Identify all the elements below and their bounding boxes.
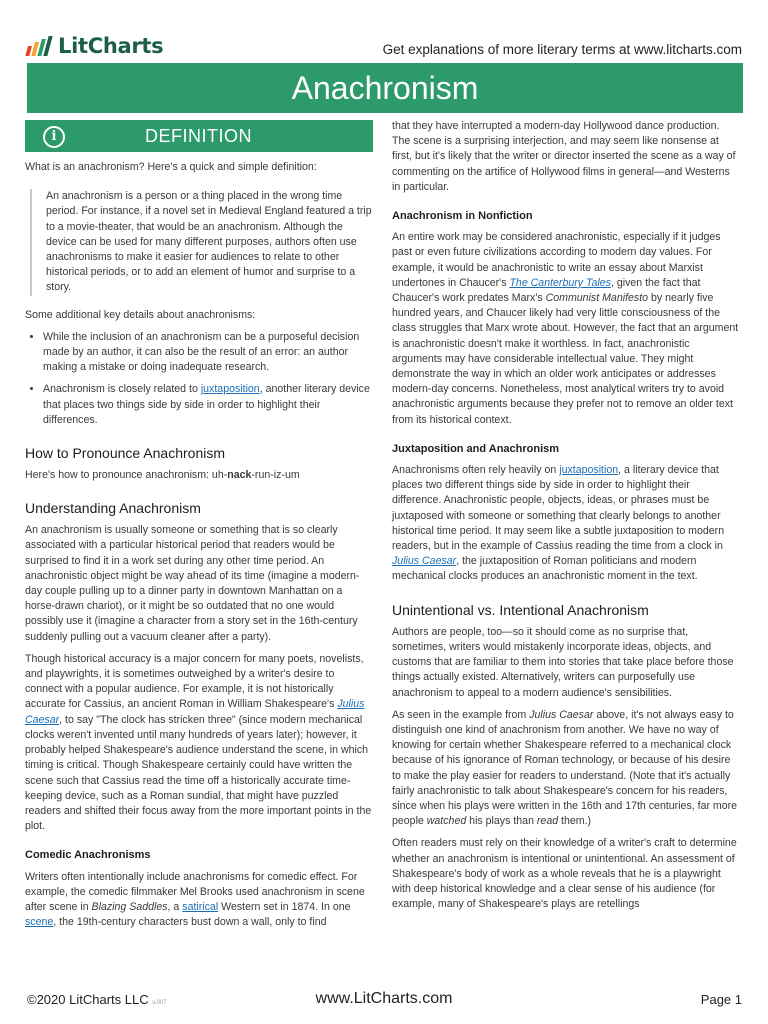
info-icon: i <box>43 126 65 148</box>
text: above, it's not always easy to distinguish one kind of anachronism from another. We have no way of knowing for certain whether Shakespeare referred to a mechanical clock because of his ignorance of Roman technology, or because of his desire to make the play easier for readers to understand. (Note that it's actually fairly anachronistic to talk about Shakespeare's concern for his readers, since when his plays were written in the 16th and 17th centuries, far more people <box>392 708 738 828</box>
julius-caesar-link[interactable]: Julius Caesar <box>392 555 457 568</box>
unintentional-paragraph: Often readers must rely on their knowledge of a writer's craft to determine whether an anachronism is intentional or unintentional. An assessment of Shakespeare's body of work as a whole reveals that he is a playwright with deep historical knowledge and a clear sense of his audience (for example, many of Shakespeare's plays are retellings <box>392 837 737 911</box>
text: his plays than <box>466 815 537 828</box>
page-header <box>0 0 768 60</box>
unintentional-paragraph: Authors are people, too—so it should come as no surprise that, sometimes, writers would mistakenly incorporate ideas, objects, and customs that are familiar to them into stories that take place before those things actually existed. Alternatively, writers can purposefully use anachronism to appeal to a modern audience's sensibilities. <box>392 625 734 699</box>
logo-text: LitCharts <box>58 34 164 58</box>
definition-quote: An anachronism is a person or a thing placed in the wrong time period. For instance, if a novel set in Medieval England featured a trip to a movie-theater, that would be an anachronism. Although the device can be used for many different purposes, authors often use anachronisms to make it easier for audiences to relate to other historical periods, or to add an element of humor and surprise to a story. <box>30 189 373 295</box>
definition-title: DEFINITION <box>145 126 252 146</box>
stressed-syllable: nack <box>227 469 252 482</box>
canterbury-tales-link[interactable]: The Canterbury Tales <box>509 276 611 289</box>
continued-paragraph: that they have interrupted a modern-day Hollywood dance production. The scene is a surprising interjection, and may seem like nonsense at first, but it's likely that the writer or director inserted the scene as a way of commenting on the artifice of Hollywood films in general—and Westerns in particular. <box>392 120 736 193</box>
text: An entire work may be considered anachronistic, especially if it judges past or even future civilizations according to modern day values. For example, it would be anachronistic to write an essay about Marxist undertones in Chaucer's <box>392 231 721 289</box>
text: , another literary device that places two things side by side in order to highlight their differences. <box>43 383 370 426</box>
version-text: v.007 <box>152 1000 167 1006</box>
comedic-heading: Comedic Anachronisms <box>25 849 151 862</box>
text: , a <box>167 900 183 913</box>
list-item: • While the inclusion of an anachronism can be a purposeful decision made by an author, it can also be the result of an error: an author making a mistake or doing inadequate research. <box>43 330 373 376</box>
text: Writers often intentionally include anachronisms for comedic effect. For example, the comedic filmmaker Mel Brooks used anachronism in scene after scene in <box>25 870 365 913</box>
definition-bar <box>25 120 373 152</box>
comedic-paragraph <box>25 870 373 931</box>
copyright-text: ©2020 LitCharts LLC <box>27 992 149 1007</box>
text: , a literary device that places two different things side by side in order to highlight their difference. Anachronistic people, objects, ideas, or phrases must be juxtaposed with someone or something that clearly belongs to another historical time period. It may seem like a subtle juxtaposition to modern readers, but in the example of Cassius reading the time from a clock in <box>392 464 725 553</box>
text: watched <box>426 815 467 828</box>
text: Julius Caesar <box>529 708 594 721</box>
juxtaposition-paragraph <box>392 463 740 585</box>
juxtaposition-link[interactable]: juxtaposition <box>200 383 260 396</box>
text: read <box>536 815 559 828</box>
text: Anachronisms often rely heavily on <box>392 464 560 477</box>
scene-link[interactable]: scene <box>25 916 54 929</box>
right-column <box>392 119 740 919</box>
text: , the juxtaposition of Roman politicians and modern mechanical clocks produces an anachronistic moment in the text. <box>392 555 698 583</box>
site-link[interactable]: www.LitCharts.com <box>315 990 453 1007</box>
juxtaposition-link[interactable]: juxtaposition <box>559 464 619 477</box>
text: , to say "The clock has stricken three" (since modern mechanical clocks weren't invented until many hundreds of years later); however, it probably helped Shakespeare's audience understand the scene, in which timing is critical. Though Shakespeare certainly could have written the scene such that Cassius read the time off a historically accurate time-keeping device, such as a Roman sundial, that might have puzzled readers and shifted their focus away from the more important points in the plot. <box>25 713 372 833</box>
text: As seen in the example from <box>392 708 530 721</box>
litcharts-logo[interactable] <box>28 33 163 59</box>
nonfiction-paragraph <box>392 230 740 428</box>
satirical-link[interactable]: satirical <box>182 900 219 913</box>
understanding-heading: Understanding Anachronism <box>25 500 201 517</box>
nonfiction-heading: Anachronism in Nonfiction <box>392 210 533 223</box>
logo-bars-icon <box>25 36 54 56</box>
list-item <box>43 382 373 428</box>
julius-caesar-link[interactable]: Julius Caesar <box>25 698 365 726</box>
text: by nearly five hundred years, and Chaucer likely had very little consciousness of the class struggles that Marx wrote about. However, the fact that an argument is anachronistic doesn't make it worthless. In fact, anachronistic arguments may have considerable intellectual value. They might demonstrate the way in which an older work anticipates or addresses modern-day concerns. Nonetheless, most analytical writers try to avoid anachronistic arguments because they prefer not to remove an older text from its historical context. <box>392 292 739 426</box>
text: Anachronism is closely related to <box>43 383 201 396</box>
pronounce-heading: How to Pronounce Anachronism <box>25 445 225 462</box>
unintentional-heading: Unintentional vs. Intentional Anachronism <box>392 601 649 618</box>
key-details-text: Some additional key details about anachronisms: <box>25 308 256 321</box>
text: , given the fact that Chaucer's work predates Marx's <box>392 276 701 305</box>
text: Blazing Saddles <box>91 900 168 913</box>
left-column <box>25 120 373 937</box>
pronounce-text <box>25 468 373 483</box>
page-footer <box>0 988 768 1024</box>
text: Here's how to pronounce anachronism: uh- <box>25 469 228 482</box>
text: -run-iz-um <box>251 469 300 482</box>
header-tagline: Get explanations of more literary terms at www.litcharts.com <box>382 42 742 57</box>
text: Western set in 1874. In one <box>218 900 351 913</box>
understanding-paragraph <box>25 652 373 834</box>
page-number: Page 1 <box>700 992 742 1007</box>
page-title: Anachronism <box>27 63 743 113</box>
intro-text: What is an anachronism? Here's a quick and simple definition: <box>25 161 317 173</box>
unintentional-paragraph <box>392 708 740 830</box>
text: them.) <box>558 815 592 828</box>
text: , the 19th-century characters bust down a wall, only to find <box>53 916 327 929</box>
understanding-paragraph: An anachronism is usually someone or something that is so clearly associated with a particular historical period that readers would be surprised to find it in a work set during any other time period. An anachronistic object might be way ahead of its time (imagine a modern-day couple pulling up to a dinner party in downtown Manhattan on a horse-drawn chariot), or it might be so outdated that no one would possibly use it (imagine a character from a story set in the 16th-century suddenly pulling out a vacuum cleaner after a party). <box>25 524 360 643</box>
key-details-list <box>25 330 373 428</box>
text: Though historical accuracy is a major concern for many poets, novelists, and playwrights, it is sometimes outweighed by a writer's desire to connect with a popular audience. For example, it is not historically accurate for Cassius, an ancient Roman in William Shakespeare's <box>25 652 364 711</box>
text: Communist Manifesto <box>545 292 649 305</box>
juxtaposition-heading: Juxtaposition and Anachronism <box>392 442 560 455</box>
